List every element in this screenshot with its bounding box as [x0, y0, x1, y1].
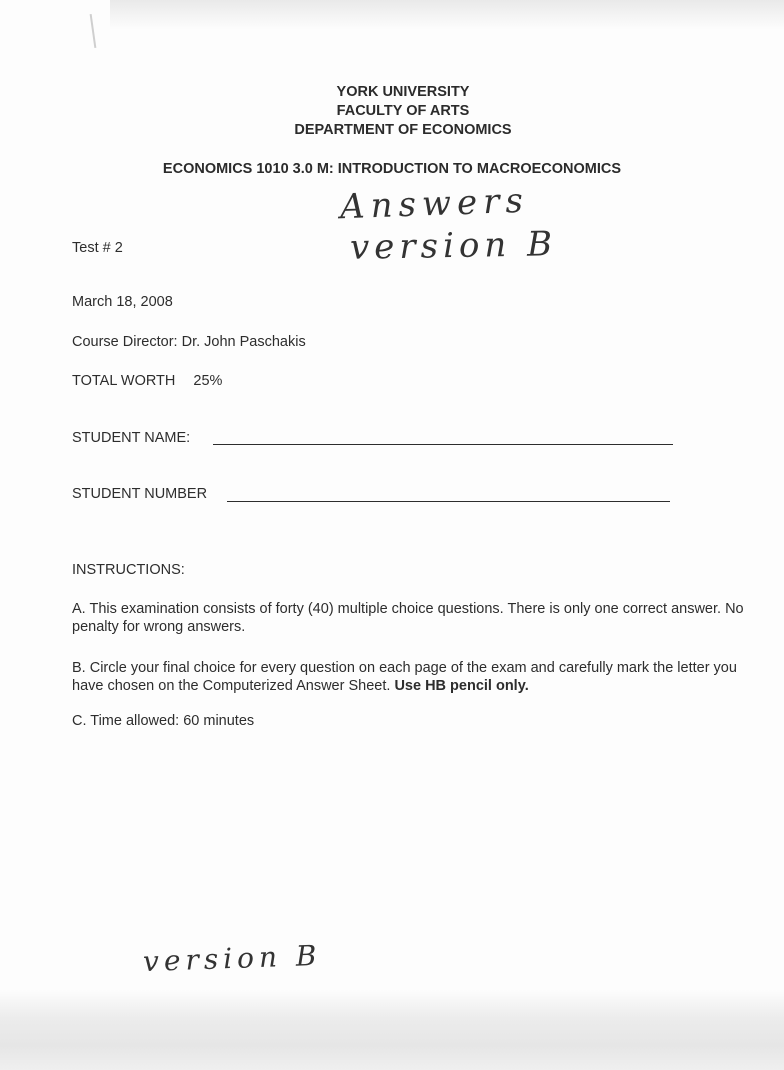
course-title: ECONOMICS 1010 3.0 M: INTRODUCTION TO MACROECONOMICS: [162, 161, 622, 177]
university-name: YORK UNIVERSITY: [336, 84, 470, 100]
student-name-label: STUDENT NAME:: [72, 430, 191, 446]
instruction-a: A. This examination consists of forty (40) multiple choice questions. There is only one correct answer. No penalty for wrong answers.: [72, 601, 744, 635]
instructions-heading: INSTRUCTIONS:: [72, 562, 185, 578]
time-allowed-value: 60 minutes: [183, 713, 255, 729]
test-number: Test # 2: [72, 240, 123, 256]
institution-header: [0, 83, 784, 140]
scan-edge-bottom: [0, 990, 784, 1070]
instruction-b-text: B. Circle your final choice for every question on each page of the exam and carefully mark the letter you have chosen on the Computerized Answer Sheet.: [72, 660, 737, 694]
student-number-label: STUDENT NUMBER: [72, 486, 208, 502]
handwritten-version-top: version B: [349, 224, 558, 268]
course-director-label: Course Director:: [72, 334, 178, 350]
scan-mark: [90, 14, 97, 48]
instruction-c: [72, 713, 254, 729]
student-number-line[interactable]: [227, 501, 670, 502]
scan-edge-top: [110, 0, 784, 30]
total-worth-label: TOTAL WORTH: [72, 373, 176, 389]
handwritten-answers: Answers: [339, 180, 530, 228]
student-name-line[interactable]: [213, 444, 673, 445]
total-worth: [72, 373, 222, 389]
handwritten-version-bottom: version B: [142, 938, 322, 979]
total-worth-value: 25%: [193, 373, 223, 389]
department-name: DEPARTMENT OF ECONOMICS: [294, 122, 512, 138]
time-allowed-label: C. Time allowed:: [72, 713, 180, 729]
faculty-name: FACULTY OF ARTS: [336, 103, 470, 119]
instruction-b: [72, 659, 752, 695]
instruction-b-pencil: Use HB pencil only.: [394, 678, 529, 694]
course-director-name: Dr. John Paschakis: [181, 334, 306, 350]
course-director: [72, 334, 306, 350]
test-date: March 18, 2008: [72, 294, 173, 310]
